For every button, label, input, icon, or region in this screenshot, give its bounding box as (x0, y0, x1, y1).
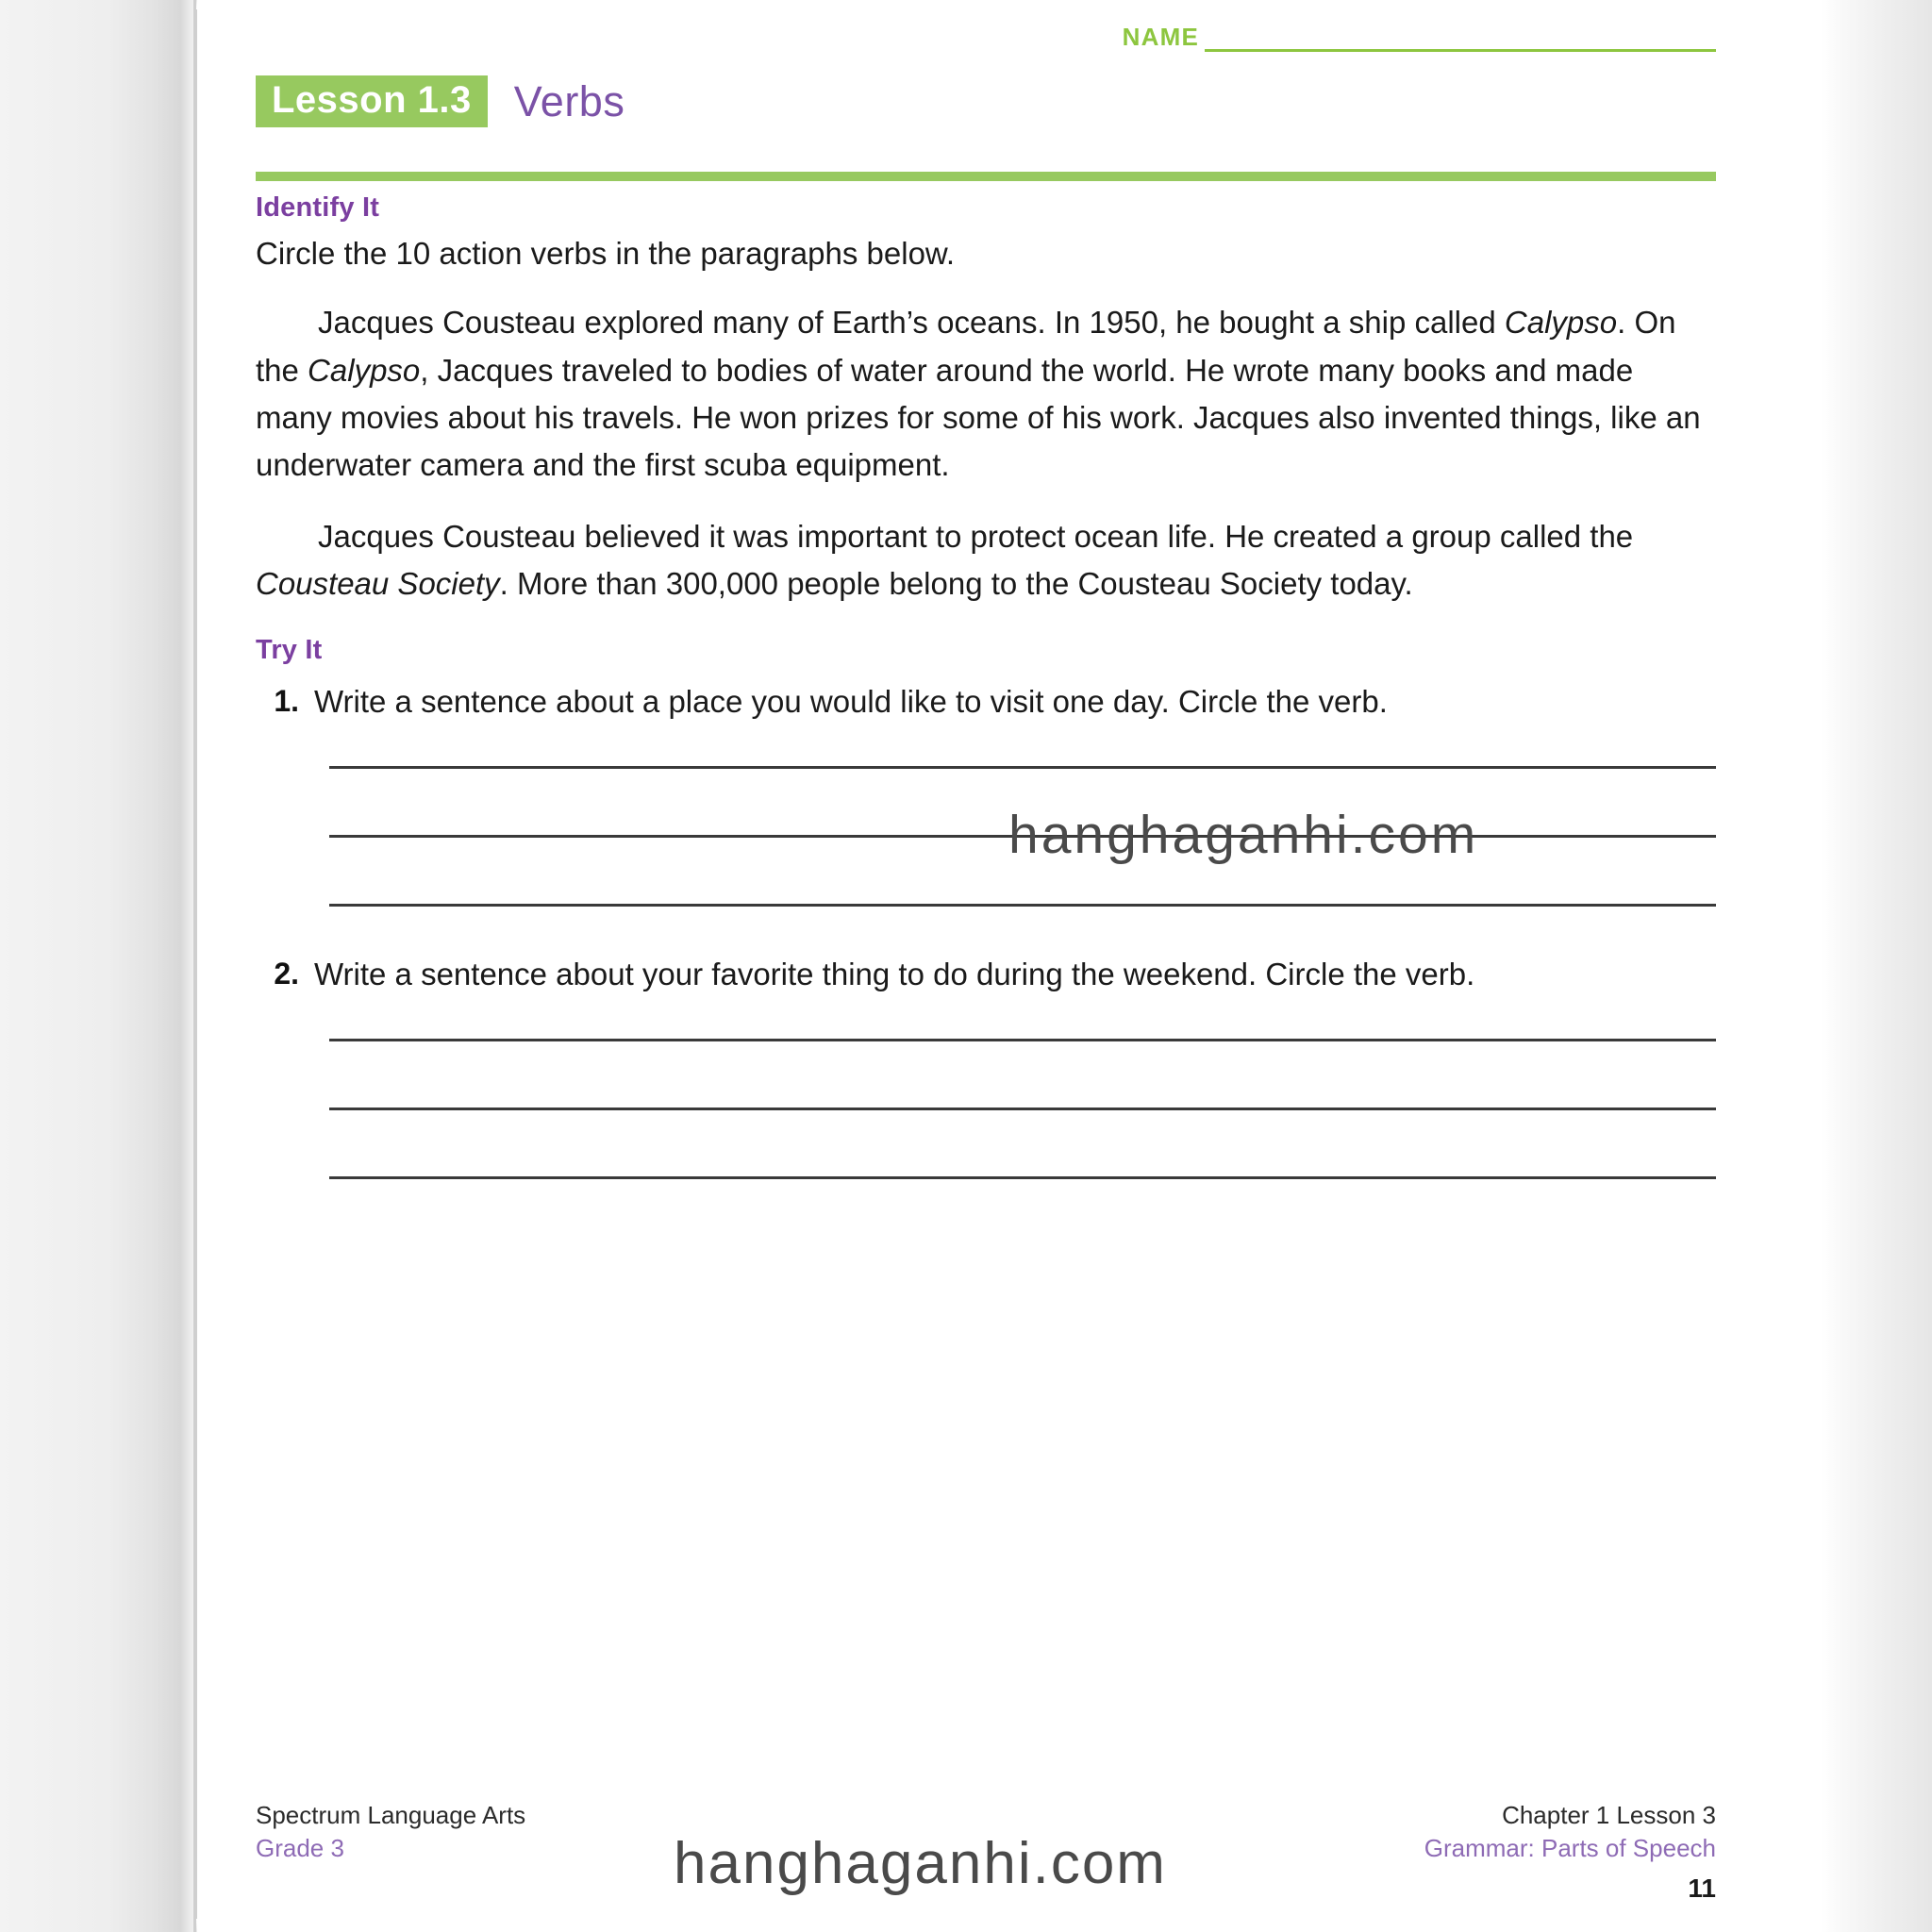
answer-line[interactable] (329, 1176, 1716, 1179)
lesson-topic-title: Verbs (513, 77, 625, 125)
scan-right-shadow (1821, 0, 1932, 1932)
identify-it-heading: Identify It (256, 192, 380, 223)
try-it-question-1 (256, 679, 1716, 724)
passage-2-seg-2: . More than 300,000 people belong to the Cousteau Society today. (499, 566, 1413, 602)
footer-left (256, 1799, 525, 1865)
answer-line[interactable] (329, 766, 1716, 769)
header-divider (256, 172, 1716, 181)
passage-1-seg-0: Jacques Cousteau explored many of Earth’s oceans. In 1950, he bought a ship called (318, 305, 1505, 341)
footer-grade: Grade 3 (256, 1834, 344, 1863)
answer-line[interactable] (329, 904, 1716, 907)
question-1-number: 1. (274, 684, 299, 719)
try-it-heading: Try It (256, 635, 323, 666)
scan-left-shadow (0, 0, 196, 1932)
question-2-text: Write a sentence about your favorite thing to do during the weekend. Circle the verb. (314, 957, 1475, 992)
passage-1-italic-calypso-2: Calypso (308, 352, 421, 388)
answer-line[interactable] (329, 1108, 1716, 1110)
passage-1-seg-4: , Jacques traveled to bodies of water around the world. He wrote many books and made many movies about his travels. He won prizes for some of his work. Jacques also invented things, like an underwater camera and the first scuba equipment. (256, 352, 1701, 482)
passage-1-italic-calypso-1: Calypso (1504, 305, 1618, 341)
name-field-row (197, 25, 1821, 55)
lesson-badge: Lesson 1.3 (256, 75, 488, 127)
worksheet-page (197, 0, 1821, 1932)
question-1-text: Write a sentence about a place you would like to visit one day. Circle the verb. (314, 684, 1388, 720)
footer-book-title: Spectrum Language Arts (256, 1801, 526, 1829)
question-2-answer-lines (329, 1039, 1716, 1179)
identify-it-directions: Circle the 10 action verbs in the paragraphs below. (256, 235, 956, 271)
name-write-line[interactable] (1205, 49, 1716, 52)
watermark-body: hanghaganhi.com (1008, 805, 1479, 865)
answer-line[interactable] (329, 1039, 1716, 1041)
passage-2-italic-society: Cousteau Society (256, 566, 500, 602)
watermark-footer: hanghaganhi.com (674, 1831, 1167, 1896)
passage-1-seg-2: . On the (256, 305, 1676, 388)
page-number: 11 (1688, 1874, 1716, 1903)
name-label: NAME (1122, 23, 1199, 51)
worksheet-content (256, 193, 1716, 1179)
footer-right (1424, 1799, 1716, 1865)
footer-topic: Grammar: Parts of Speech (1424, 1834, 1716, 1863)
lesson-header (256, 75, 625, 127)
passage-paragraph-1 (256, 299, 1716, 489)
footer-chapter-lesson: Chapter 1 Lesson 3 (1502, 1801, 1716, 1829)
passage-paragraph-2 (256, 513, 1716, 608)
question-2-number: 2. (274, 957, 299, 991)
passage-2-seg-0: Jacques Cousteau believed it was important to protect ocean life. He created a group called the (318, 519, 1634, 555)
try-it-question-2 (256, 952, 1716, 997)
